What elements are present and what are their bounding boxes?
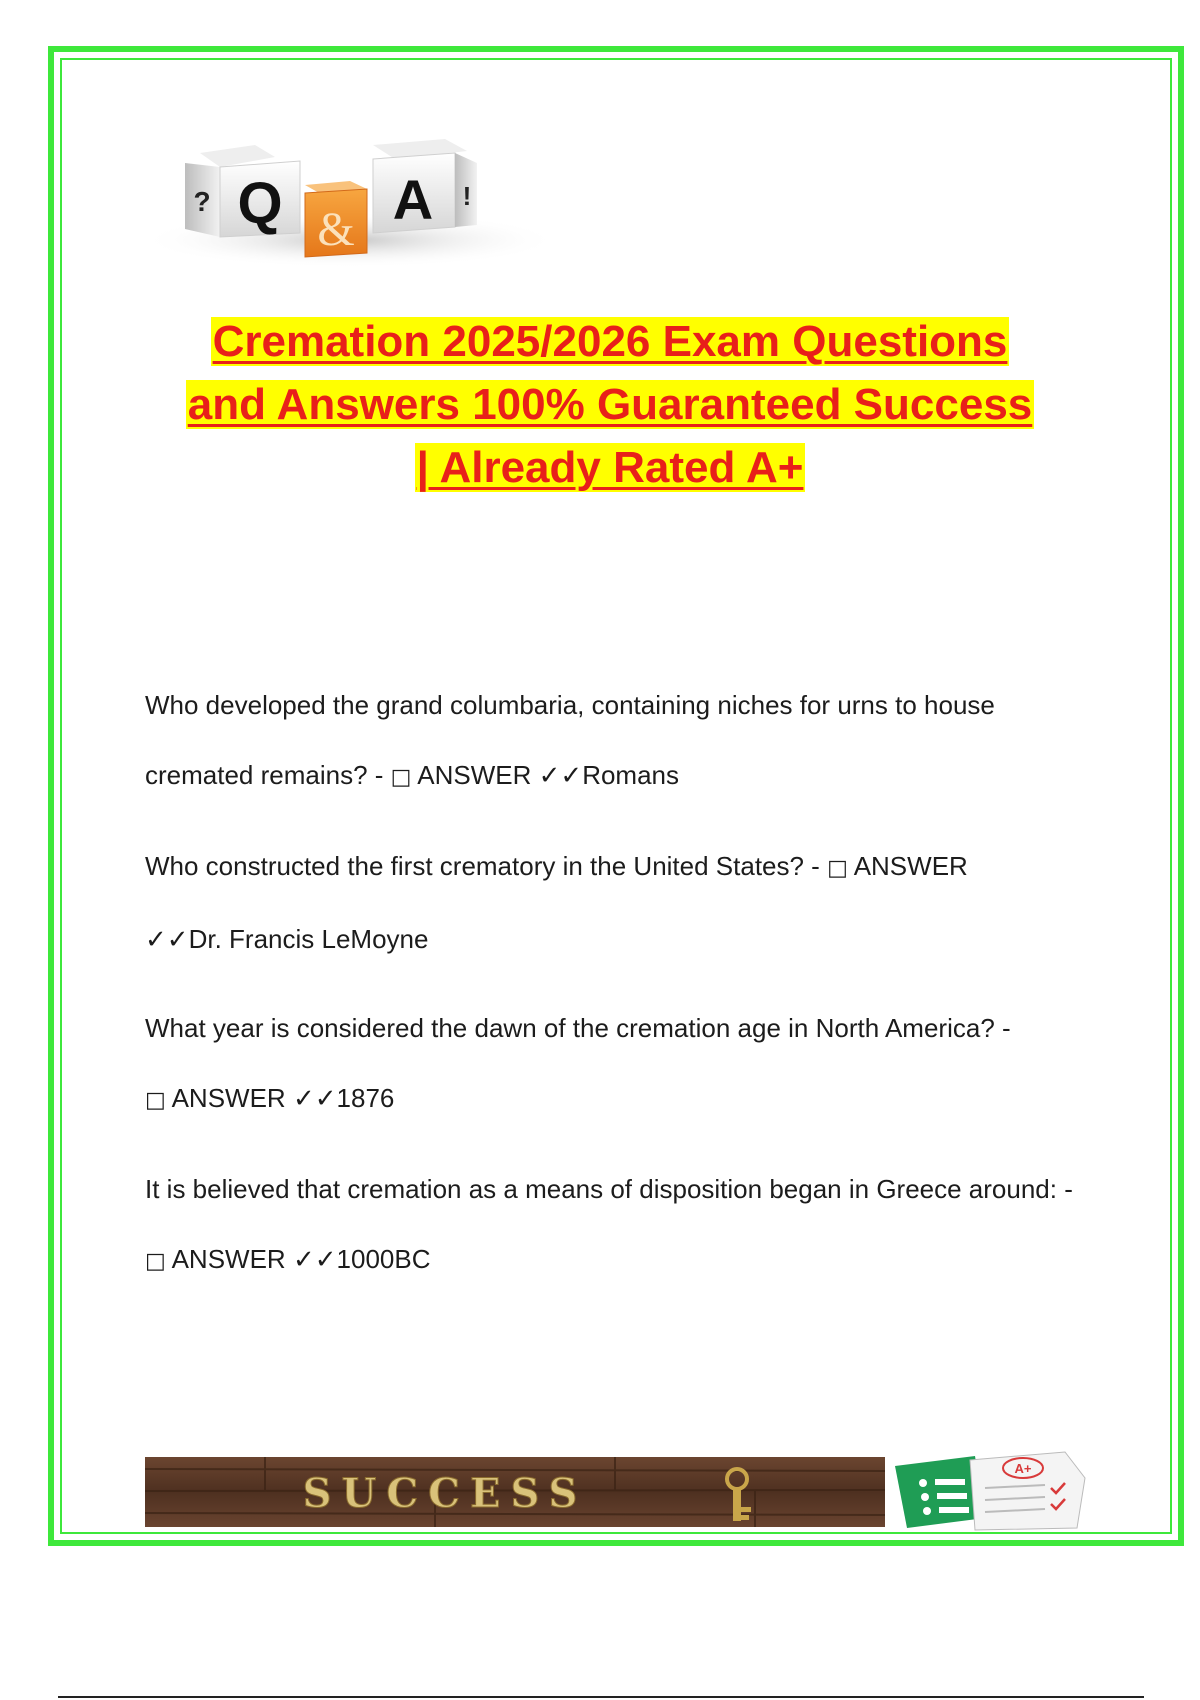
answer-text: Romans: [582, 760, 680, 790]
document-title: [130, 310, 1090, 499]
answer-label: ANSWER: [417, 760, 532, 790]
q-letter: Q: [237, 171, 283, 236]
grade-text: A+: [1014, 1461, 1032, 1476]
success-banner: [145, 1457, 885, 1527]
qa-item: [145, 1154, 1095, 1297]
answer-text: 1876: [336, 1083, 395, 1113]
double-check-icon: ✓✓: [145, 925, 189, 955]
answer-label: ANSWER: [853, 851, 968, 881]
graded-paper-icon: [970, 1452, 1085, 1530]
graded-exam-icon: [885, 1448, 1090, 1533]
a-letter: A: [392, 168, 434, 231]
qa-item: [145, 670, 1095, 813]
qa-item: [145, 993, 1095, 1136]
answer-marker-icon: □: [827, 856, 848, 881]
answer-label: ANSWER: [171, 1244, 286, 1274]
qa-dice-logo: [145, 115, 555, 295]
footer-rule: [58, 1696, 1144, 1698]
double-check-icon: ✓✓: [292, 1245, 337, 1275]
answer-text: Dr. Francis LeMoyne: [188, 924, 429, 954]
question-text: Who developed the grand columbaria, containing niches for urns to house cremated remains? -: [145, 690, 995, 790]
exclamation-mark: !: [462, 181, 472, 211]
question-mark: ?: [193, 186, 211, 217]
title-line-3: | Already Rated A+: [416, 443, 804, 492]
a-die: [373, 139, 477, 233]
ampersand-letter: &: [317, 203, 355, 256]
question-text: It is believed that cremation as a means of disposition began in Greece around: -: [145, 1174, 1073, 1204]
answer-marker-icon: □: [145, 1249, 166, 1274]
question-text: Who constructed the first crematory in the United States? -: [145, 851, 820, 881]
ampersand-die: [305, 181, 367, 257]
double-check-icon: ✓✓: [538, 761, 583, 791]
success-word: SUCCESS: [302, 1470, 588, 1517]
qa-list: [145, 670, 1095, 1315]
answer-text: 1000BC: [336, 1244, 431, 1274]
title-line-2: and Answers 100% Guaranteed Success: [187, 380, 1033, 429]
answer-label: ANSWER: [171, 1083, 286, 1113]
q-die: [185, 145, 300, 237]
answer-marker-icon: □: [145, 1088, 166, 1113]
qa-item: [145, 831, 1095, 975]
title-line-1: Cremation 2025/2026 Exam Questions: [212, 317, 1008, 366]
question-text: What year is considered the dawn of the cremation age in North America? -: [145, 1013, 1011, 1043]
double-check-icon: ✓✓: [292, 1084, 337, 1114]
answer-marker-icon: □: [390, 765, 412, 790]
